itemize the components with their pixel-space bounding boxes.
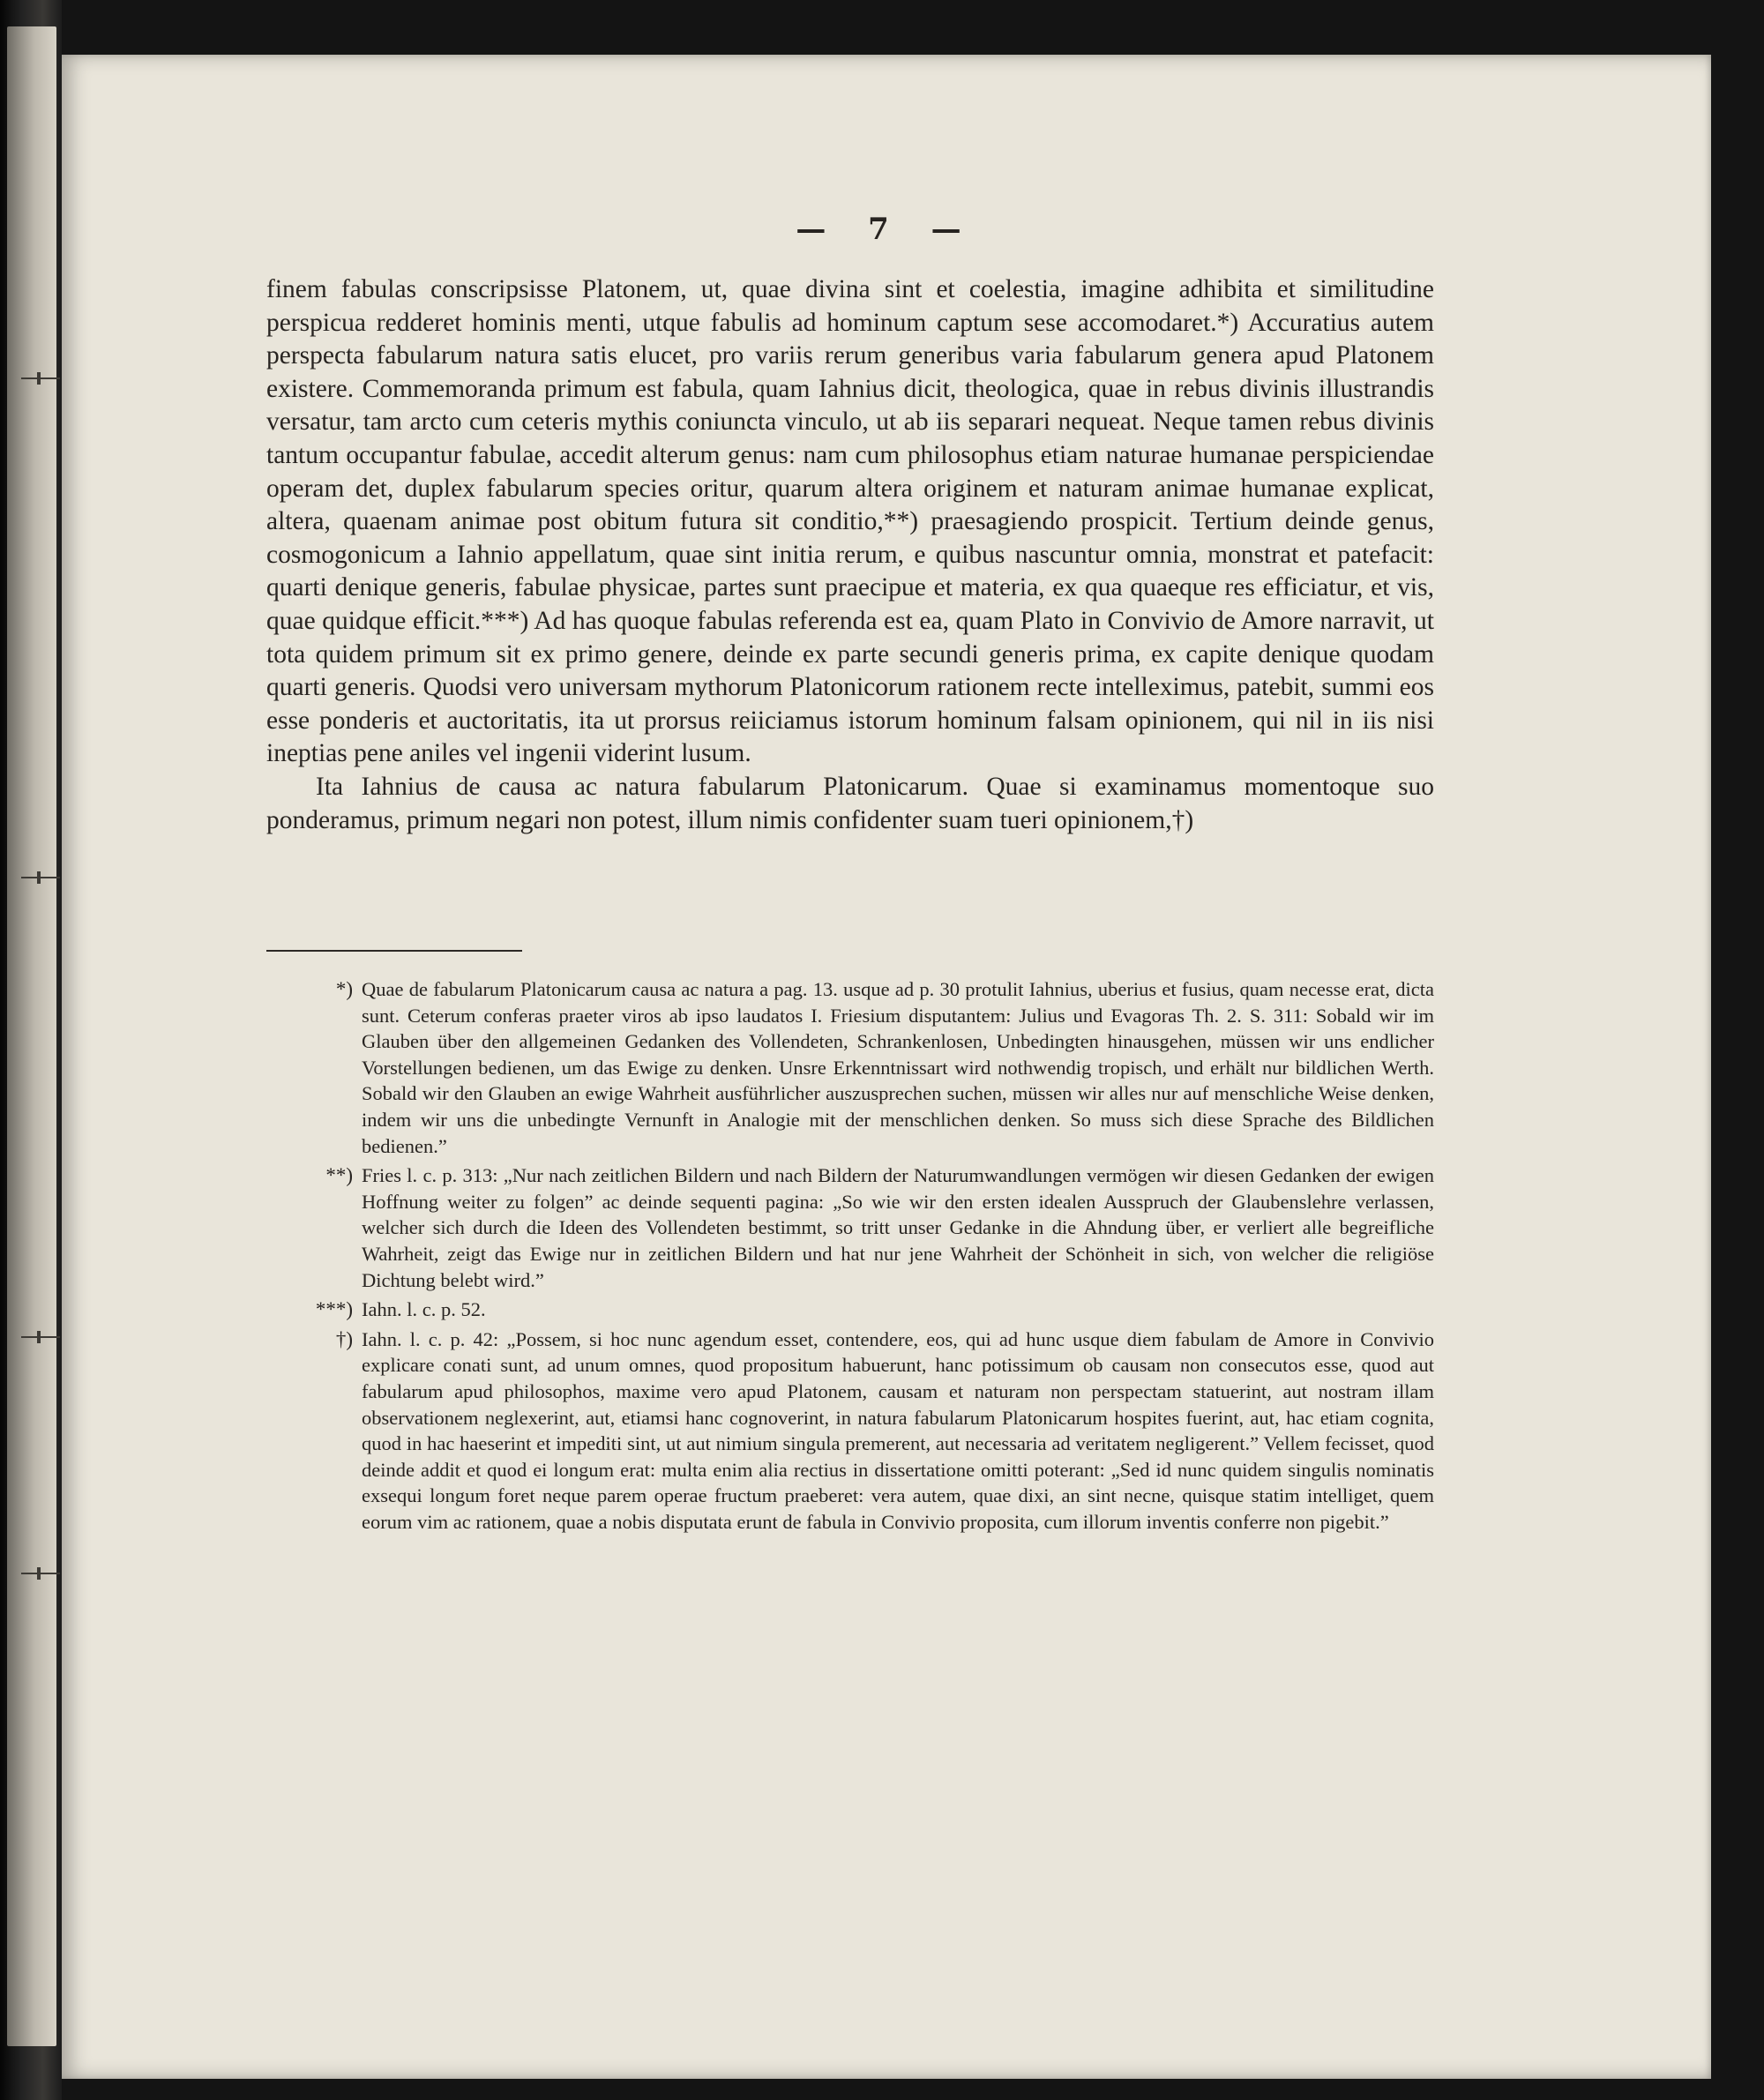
previous-page-edge [7,26,56,2046]
footnote [315,1297,1434,1323]
footnote-mark: ***) [315,1298,353,1321]
body-paragraph: finem fabulas conscripsisse Platonem, ut, quae divina sint et coelestia, imagine adhibita et similitudine perspicua redderet hominis menti, utque fabulis ad hominum captum sese accomodaret.*) Accuratius autem perspecta fabularum natura satis elucet, pro variis rerum generibus varia fabularum genera apud Platonem existere. Commemoranda primum est fabula, quam Iahnius dicit, theologica, quae in rebus divinis illustrandis versatur, tam arcto cum ceteris mythis coniuncta vinculo, ut ab iis separari nequeat. Neque tamen rebus divinis tantum occupantur fabulae, accedit alterum genus: nam cum philosophus etiam naturae humanae perspiciendae operam det, duplex fabularum species oritur, quarum altera originem et naturam animae humanae explicat, altera, quaenam animae post obitum futura sit conditio,**) praesagiendo prospicit. Tertium deinde genus, cosmogonicum a Iahnio appellatum, quae sint initia rerum, e quibus nascuntur omnia, monstrat et patefacit: quarti denique generis, fabulae physicae, partes sunt praecipue et materia, ex qua quaeque res efficiatur, et vis, quae quidque efficit.***) Ad has quoque fabulas referenda est ea, quam Plato in Convivio de Amore narravit, ut tota quidem primum sit ex primo genere, deinde ex parte secundi generis prima, ex capite denique quodam quarti generis. Quodsi vero universam mythorum Platonicorum rationem recte intelleximus, patebit, summi eos esse ponderis et auctoritatis, ita ut prorsus reiiciamus istorum hominum falsam opinionem, qui nil in iis nisi ineptias pene aniles vel ingenii viderint lusum. [266,275,1434,768]
footnote [335,1327,1434,1536]
footnote-text: Quae de fabularum Platonicarum causa ac natura a pag. 13. usque ad p. 30 protulit Iahnius, uberius et fusius, quam necesse erat, dicta sunt. Ceterum conferas praeter viros ab ipso laudatos I. Friesium disputantem: Julius und Evagoras Th. 2. S. 311: Sobald wir im Glauben über den allgemeinen Gedanken des Vollendeten, Schrankenlosen, Unbedingten hinausgehen, müssen wir uns endlicher Vorstellungen bedienen, um das Ewige zu denken. Unsre Erkenntnissart wird nothwendig tropisch, und erhält nur bildlichen Werth. Sobald wir den Glauben an ewige Wahrheit ausführlicher auszusprechen suchen, müssen wir alles nur auf menschliche Weise denken, indem wir uns die unbedingte Vernunft in Analogie mit der menschlichen denken. So muss sich diese Sprache des Bildlichen bedienen.” [362,978,1434,1157]
footnote-text: Iahn. l. c. p. 52. [362,1298,486,1321]
book-page [62,55,1711,2079]
binding-tick-mark [21,877,60,878]
page-number: — 7 — [796,212,977,247]
footnote [335,976,1434,1159]
footnotes [315,976,1434,1538]
footnote-mark: *) [335,978,353,1000]
footnote-separator [266,950,522,952]
body-paragraph: Ita Iahnius de causa ac natura fabularum Platonicarum. Quae si examinamus momentoque suo ponderamus, primum negari non potest, illum nimis confidenter suam tueri opinionem,†) [266,772,1434,834]
footnote [325,1162,1434,1293]
main-text [266,273,1434,837]
binding-tick-mark [21,377,60,379]
footnote-mark: **) [325,1164,353,1187]
footnote-text: Fries l. c. p. 313: „Nur nach zeitlichen Bildern und nach Bildern der Naturumwandlungen vermögen wir diesen Gedanken der ewigen Hoffnung weiter zu folgen” ac deinde sequenti pagina: „So wie wir den ersten idealen Ausspruch der Glaubenslehre verlassen, welcher sich durch die Ideen des Vollendeten bestimmt, so tritt unser Gedanke in die Ahndung über, er verliert alle begreifliche Wahrheit, zeigt das Ewige nur in zeitlichen Bildern und hat nur jene Wahrheit der Schönheit in sich, von welcher die religiöse Dichtung belebt wird.” [362,1164,1434,1291]
footnote-mark: †) [335,1327,353,1350]
binding-tick-mark [21,1573,60,1574]
footnote-text: Iahn. l. c. p. 42: „Possem, si hoc nunc agendum esset, contendere, eos, qui ad hunc usque diem fabulam de Amore in Convivio explicare conati sunt, ad unum omnes, quod propositum habuerunt, hanc potissimum ob causam non consecutos esse, quod aut fabularum apud philosophos, maxime vero apud Platonem, causam et naturam non perspectam statuerint, aut nostram illam observationem neglexerint, aut, etiamsi hanc cognoverint, in natura fabularum Platonicarum hospites fuerint, aut, hac etiam cognita, quod in hac haeserint et impediti sint, ut aut nimium singula premerent, aut necessaria ad veritatem negligerent.” Vellem fecisset, quod deinde addit et quod ei longum erat: multa enim alia rectius in dissertatione omitti poterant: „Sed id nunc quidem singulis nominatis exsequi longum foret neque parem operae fructum praeberet: vera autem, quae dixi, an sint necne, quisque statim intelliget, quem eorum vim ac rationem, quae a nobis disputata erunt de fabula in Convivio proposita, cum illorum inventis conferre non pigebit.” [362,1327,1434,1533]
binding-tick-mark [21,1336,60,1338]
